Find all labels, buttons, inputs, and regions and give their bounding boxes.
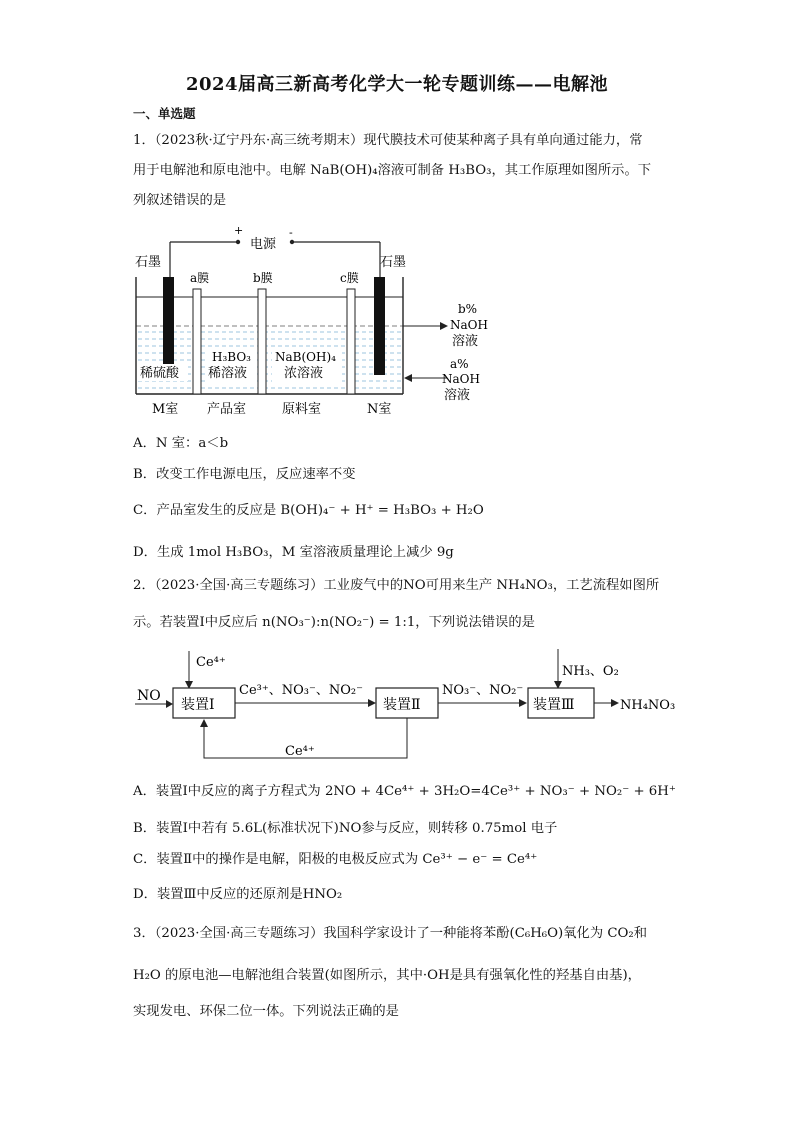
q2-stem-line2: 示。若装置Ⅰ中反应后 n(NO₃⁻):n(NO₂⁻) = 1:1，下列说法错误的是 <box>133 615 535 630</box>
q3-stem-line1: 3．（2023·全国·高三专题练习）我国科学家设计了一种能将苯酚(C₆H₆O)氧化为 CO₂和 <box>133 926 648 941</box>
q1-stem-line3: 列叙述错误的是 <box>133 193 227 208</box>
inlet-solution: 溶液 <box>444 388 471 403</box>
outlet-solution: 溶液 <box>452 334 479 349</box>
device-2-label: 装置Ⅱ <box>383 697 421 713</box>
membrane-a-label: a膜 <box>190 271 210 285</box>
membrane-c-label: c膜 <box>340 271 359 285</box>
inlet-concentration: a% <box>450 357 469 371</box>
q1-stem-line1: 1．（2023秋·辽宁丹东·高三统考期末）现代膜技术可使某种离子具有单向通过能力，常 <box>133 133 643 148</box>
q2-option-c: C．装置Ⅱ中的操作是电解，阳极的电极反应式为 Ce³⁺ − e⁻ = Ce⁴⁺ <box>133 852 538 867</box>
q1-option-c: C．产品室发生的反应是 B(OH)₄⁻ + H⁺ = H₃BO₃ + H₂O <box>133 503 484 518</box>
power-label: 电源 <box>250 237 277 252</box>
q1-option-a: A．N 室：a＜b <box>133 436 229 451</box>
membrane-a <box>193 289 201 394</box>
recycle-ce4-label: Ce⁴⁺ <box>285 744 315 759</box>
q1-option-b: B．改变工作电源电压，反应速率不变 <box>133 467 356 482</box>
inlet-naoh: NaOH <box>442 372 480 386</box>
room-n-label: N室 <box>367 402 392 417</box>
plus-sign: + <box>234 224 244 237</box>
room-raw-label: 原料室 <box>282 402 322 417</box>
product-solution-formula: H₃BO₃ <box>212 350 251 364</box>
q2-option-d: D．装置Ⅲ中反应的还原剂是HNO₂ <box>133 887 343 902</box>
product-solution-label: 稀溶液 <box>208 366 248 381</box>
outlet-naoh: NaOH <box>450 318 488 332</box>
q3-stem-line3: 实现发电、环保二位一体。下列说法正确的是 <box>133 1004 399 1019</box>
q1-option-d: D．生成 1mol H₃BO₃，M 室溶液质量理论上减少 9g <box>133 545 454 560</box>
device-1-label: 装置Ⅰ <box>181 697 215 713</box>
q3-stem-line2: H₂O 的原电池—电解池组合装置(如图所示，其中·OH是具有强氧化性的羟基自由基)， <box>133 968 641 983</box>
raw-solution-formula: NaB(OH)₄ <box>275 350 336 364</box>
q2-option-b: B．装置Ⅰ中若有 5.6L(标准状况下)NO参与反应，则转移 0.75mol 电子 <box>133 821 558 836</box>
m-room-solution: 稀硫酸 <box>140 366 180 381</box>
arrow-2-label: NO₃⁻、NO₂⁻ <box>442 683 524 698</box>
section-heading: 一、单选题 <box>133 106 196 121</box>
q1-electrolysis-figure <box>130 222 490 420</box>
right-graphite-electrode <box>374 277 385 375</box>
arrow-1-label: Ce³⁺、NO₃⁻、NO₂⁻ <box>239 683 363 698</box>
raw-solution-label: 浓溶液 <box>284 366 324 381</box>
q2-process-flow-figure <box>133 645 683 770</box>
room-m-label: M室 <box>152 402 179 417</box>
page-title: 2024届高三新高考化学大一轮专题训练——电解池 <box>185 74 609 95</box>
left-graphite-electrode <box>163 277 174 375</box>
q1-stem-line2: 用于电解池和原电池中。电解 NaB(OH)₄溶液可制备 H₃BO₃，其工作原理如图所示。下 <box>133 163 652 178</box>
product-label: NH₄NO₃ <box>620 698 676 713</box>
no-input-label: NO <box>137 688 161 704</box>
minus-sign: - <box>289 226 293 239</box>
left-electrode-label: 石墨 <box>135 255 162 270</box>
right-electrode-label: 石墨 <box>380 255 407 270</box>
q2-option-a: A．装置Ⅰ中反应的离子方程式为 2NO + 4Ce⁴⁺ + 3H₂O=4Ce³⁺ + NO₃⁻ + NO₂⁻ + 6H⁺ <box>133 784 676 799</box>
ce4-input-label: Ce⁴⁺ <box>196 655 226 670</box>
room-product-label: 产品室 <box>207 402 247 417</box>
membrane-c <box>347 289 355 394</box>
membrane-b <box>258 289 266 394</box>
device-3-label: 装置Ⅲ <box>533 697 575 713</box>
nh3-o2-input-label: NH₃、O₂ <box>562 664 619 679</box>
q2-stem-line1: 2．（2023·全国·高三专题练习）工业废气中的NO可用来生产 NH₄NO₃，工艺流程如图所 <box>133 578 660 593</box>
membrane-b-label: b膜 <box>253 271 273 285</box>
outlet-concentration: b% <box>458 302 478 316</box>
